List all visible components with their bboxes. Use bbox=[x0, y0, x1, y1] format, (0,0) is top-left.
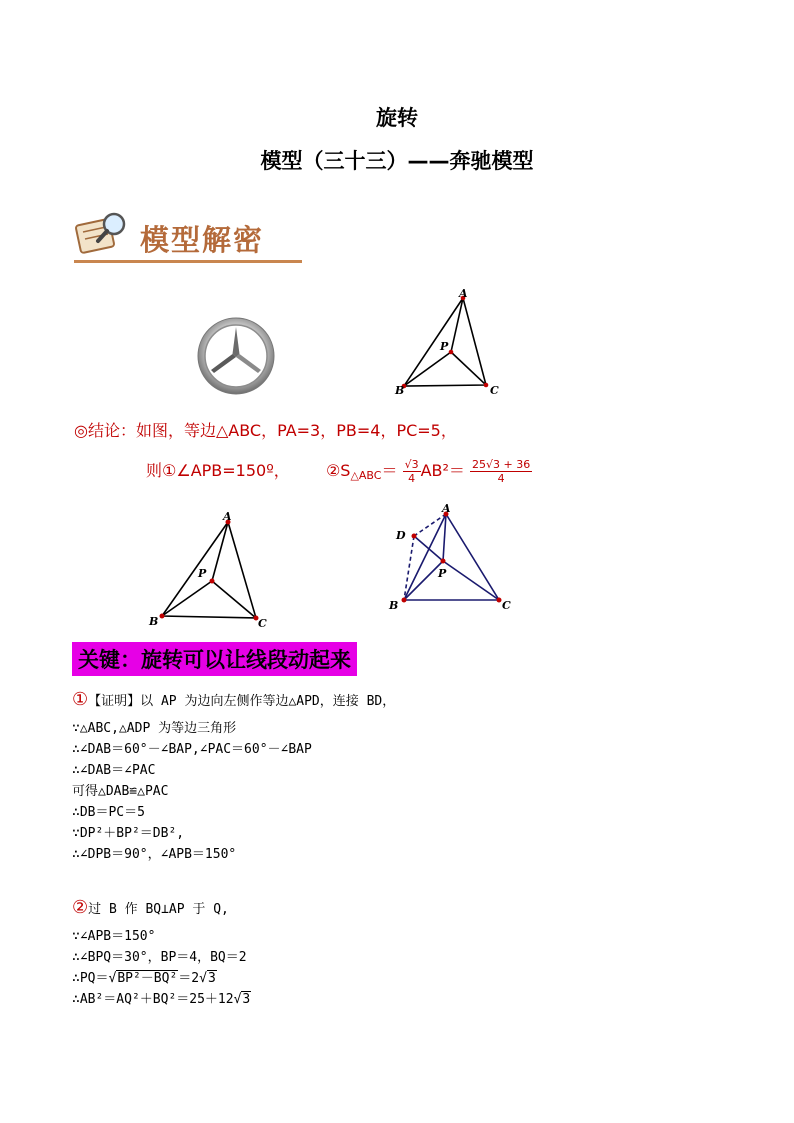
label-P: P bbox=[438, 567, 447, 580]
key-highlight: 关键：旋转可以让线段动起来 bbox=[72, 642, 357, 676]
label-B: B bbox=[395, 384, 405, 397]
label-B: B bbox=[389, 599, 399, 612]
proof-2-line: ∵∠APB＝150° bbox=[72, 929, 156, 944]
label-C: C bbox=[258, 617, 267, 630]
proof-1-number: ① bbox=[72, 689, 89, 710]
proof-2-line: ∴AB²＝AQ²＋BQ²＝25＋12√3 bbox=[72, 992, 251, 1007]
proof-1-line: ∴DB＝PC＝5 bbox=[72, 805, 145, 820]
proof-1-line: ∴∠DAB＝60°－∠BAP,∠PAC＝60°－∠BAP bbox=[72, 742, 312, 757]
conclusion-area-label: ②S bbox=[325, 461, 351, 480]
proof-2-line: 过 B 作 BQ⊥AP 于 Q, bbox=[88, 902, 229, 917]
conclusion-line-2 bbox=[146, 458, 532, 485]
fraction-result: $\frac{25√3 + 36}{4}$ bbox=[472, 458, 531, 485]
label-A: A bbox=[442, 502, 451, 515]
label-P: P bbox=[198, 567, 207, 580]
label-D: D bbox=[396, 529, 406, 542]
notepad-magnifier-icon bbox=[74, 208, 136, 260]
page-subtitle: 模型（三十三）——奔驰模型 bbox=[260, 149, 534, 173]
conclusion-line-1: ◎结论：如图，等边△ABC，PA=3，PB=4，PC=5， bbox=[74, 421, 457, 440]
proof-1-line: ∵DP²＋BP²＝DB², bbox=[72, 826, 185, 841]
conclusion-ab2: AB²＝ bbox=[420, 461, 465, 480]
label-C: C bbox=[502, 599, 511, 612]
mercedes-star-logo bbox=[196, 316, 276, 396]
proof-2-number: ② bbox=[72, 897, 89, 918]
proof-1-line: 可得△DAB≌△PAC bbox=[72, 784, 169, 799]
figure-triangle-2 bbox=[144, 508, 274, 632]
conclusion-eq: ＝ bbox=[381, 461, 398, 480]
proof-1-line: 【证明】以 AP 为边向左侧作等边△APD，连接 BD， bbox=[88, 694, 396, 709]
section-banner bbox=[74, 208, 302, 266]
proof-2-line: ∴∠BPQ＝30°，BP＝4，BQ＝2 bbox=[72, 950, 247, 965]
proof-1 bbox=[72, 688, 395, 865]
label-B: B bbox=[149, 615, 159, 628]
proof-2-line: ∴PQ＝√BP²－BQ²＝2√3 bbox=[72, 971, 216, 986]
proof-1-line: ∵△ABC,△ADP 为等边三角形 bbox=[72, 721, 237, 736]
figure-triangle-rotated bbox=[386, 500, 516, 616]
label-P: P bbox=[440, 340, 449, 353]
proof-1-line: ∴∠DPB＝90°，∠APB＝150° bbox=[72, 847, 237, 862]
page-title: 旋转 bbox=[376, 106, 418, 130]
proof-2 bbox=[72, 896, 251, 1010]
figure-triangle-1 bbox=[390, 288, 510, 400]
banner-label: 模型解密 bbox=[140, 223, 265, 257]
conclusion-area-sub: △ABC bbox=[350, 469, 382, 482]
proof-1-line: ∴∠DAB＝∠PAC bbox=[72, 763, 156, 778]
conclusion-angle: 则①∠APB=150º， bbox=[146, 461, 290, 480]
label-C: C bbox=[490, 384, 499, 397]
label-A: A bbox=[459, 288, 468, 300]
fraction-sqrt3-over-4: $\frac{√3}{4}$ bbox=[404, 458, 419, 485]
label-A: A bbox=[223, 510, 232, 523]
banner-underline bbox=[74, 260, 302, 263]
